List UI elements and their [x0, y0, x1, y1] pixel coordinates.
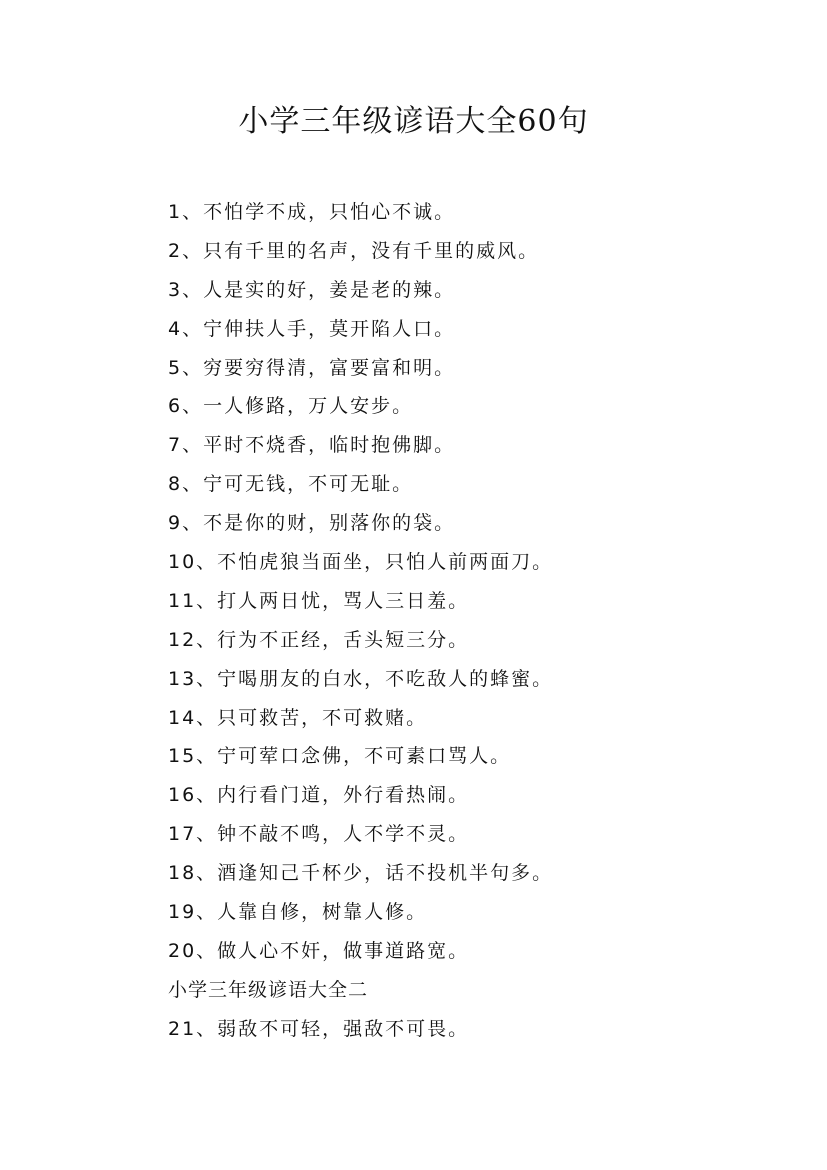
- proverb-item: 15、宁可荤口念佛，不可素口骂人。: [168, 745, 512, 768]
- proverb-list: [168, 193, 788, 1049]
- proverb-item: 10、不怕虎狼当面坐，只怕人前两面刀。: [168, 551, 554, 574]
- proverb-item: 21、弱敌不可轻，强敌不可畏。: [168, 1017, 470, 1040]
- section-subheading: 小学三年级谚语大全二: [168, 978, 369, 1001]
- proverb-item: 18、酒逢知己千杯少，话不投机半句多。: [168, 862, 554, 885]
- proverb-item: 13、宁喝朋友的白水，不吃敌人的蜂蜜。: [168, 667, 554, 690]
- proverb-item: 16、内行看门道，外行看热闹。: [168, 784, 470, 807]
- proverb-item: 3、人是实的好，姜是老的辣。: [168, 278, 456, 301]
- proverb-item: 19、人靠自修，树靠人修。: [168, 901, 428, 924]
- proverb-item: 20、做人心不奸，做事道路宽。: [168, 939, 470, 962]
- proverb-item: 7、平时不烧香，临时抱佛脚。: [168, 434, 456, 457]
- document-title: 小学三年级谚语大全60句: [238, 104, 589, 139]
- proverb-item: 8、宁可无钱，不可无耻。: [168, 473, 414, 496]
- proverb-item: 2、只有千里的名声，没有千里的威风。: [168, 239, 540, 262]
- proverb-item: 9、不是你的财，别落你的袋。: [168, 512, 456, 535]
- proverb-item: 12、行为不正经，舌头短三分。: [168, 628, 470, 651]
- proverb-item: 4、宁伸扶人手，莫开陷人口。: [168, 317, 456, 340]
- proverb-item: 6、一人修路，万人安步。: [168, 395, 414, 418]
- proverb-item: 5、穷要穷得清，富要富和明。: [168, 356, 456, 379]
- proverb-item: 17、钟不敲不鸣，人不学不灵。: [168, 823, 470, 846]
- proverb-item: 1、不怕学不成，只怕心不诚。: [168, 201, 456, 223]
- proverb-item: 11、打人两日忧，骂人三日羞。: [168, 589, 470, 612]
- proverb-item: 14、只可救苦，不可救赌。: [168, 706, 428, 729]
